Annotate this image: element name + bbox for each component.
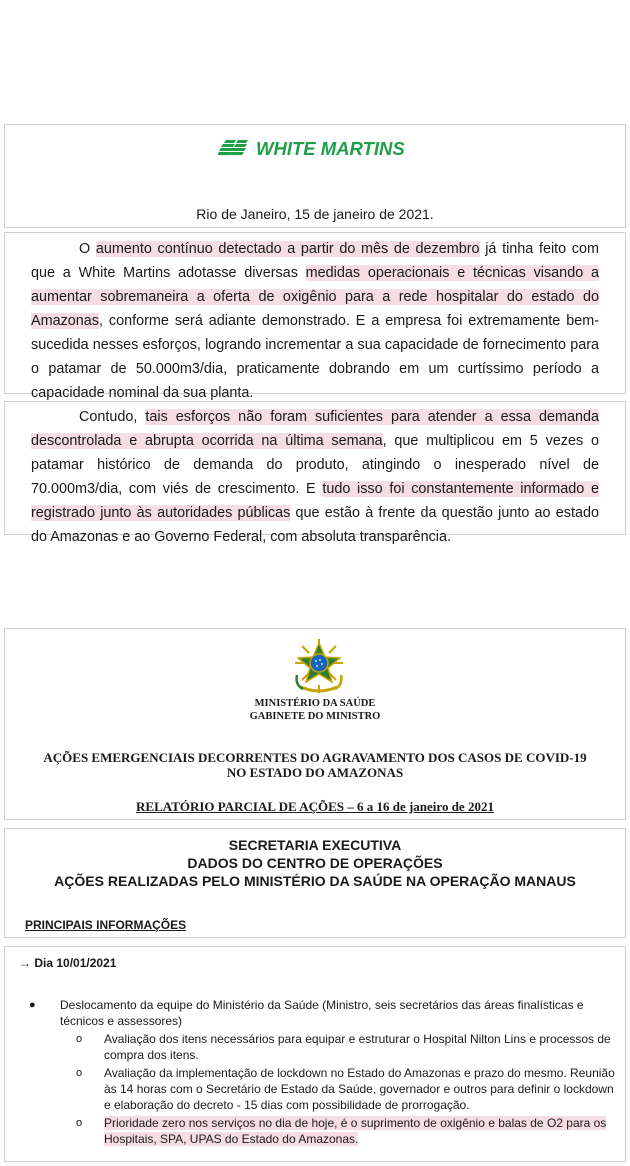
list-item-text: Deslocamento da equipe do Ministério da Saúde (Ministro, seis secretários das áreas finalísticas e técnicos e assessores) (60, 998, 584, 1028)
day-heading: → Dia 10/01/2021 (19, 956, 117, 970)
text-segment: já tinha feito com que a White Martins adotasse diversas (31, 241, 599, 281)
white-martins-logo (218, 134, 448, 160)
sub-list (75, 1031, 620, 1149)
sub-bullet-icon: o (76, 1067, 83, 1079)
highlighted-text: tudo isso foi constantemente informado e registrado junto às autoridades públicas (31, 481, 599, 521)
text-segment: , que multiplicou em 5 vezes o patamar histórico de demanda do produto, atingindo o inesperado nível de 70.000m3/dia, com viés de crescimento. E (31, 433, 599, 497)
letter-date: Rio de Janeiro, 15 de janeiro de 2021. (196, 206, 434, 222)
text-segment: que estão à frente da questão junto ao estado do Amazonas e ao Governo Federal, com absoluta transparência. (31, 505, 599, 545)
text-segment: , conforme será adiante demonstrado. E a empresa foi extremamente bem-sucedida nesses esforços, logrando incrementar a sua capacidade de fornecimento para o patamar de 50.000m3/dia, praticamente dobrando em um curtíssimo período a capacidade nominal da sua planta. (31, 313, 599, 401)
sub-list-item (75, 1031, 620, 1063)
sub-list-item (75, 1115, 620, 1147)
cabinet-name: GABINETE DO MINISTRO (249, 711, 381, 722)
sub-bullet-icon: o (76, 1117, 83, 1129)
bullet-icon: ● (29, 999, 36, 1011)
paragraph-2-text (31, 405, 599, 549)
paragraph-1-text (31, 237, 599, 405)
text-segment: Contudo, (79, 409, 146, 425)
operation-manaus-title: AÇÕES REALIZADAS PELO MINISTÉRIO DA SAÚDE NA OPERAÇÃO MANAUS (54, 873, 576, 889)
highlighted-text: Prioridade zero nos serviços no dia de hoje, é o suprimento de oxigênio e balas de O2 para os Hospitais, SPA, UPAS do Estado do Amazonas. (104, 1116, 607, 1146)
ministry-name: MINISTÉRIO DA SAÚDE (254, 698, 376, 709)
highlighted-text: tais esforços não foram suficientes para atender a essa demanda descontrolada e abrupta ocorrida na última semana (31, 409, 599, 449)
day-report-card (4, 946, 626, 1162)
highlighted-text: aumento contínuo detectado a partir do mês de dezembro (95, 241, 480, 257)
secretaria-card (4, 828, 626, 938)
brazil-coat-of-arms-icon (289, 637, 349, 697)
ministry-header-card (4, 628, 626, 820)
text-segment: O (79, 241, 96, 257)
sub-list-item-text: Avaliação da implementação de lockdown no Estado do Amazonas e prazo do mesmo. Reunião às 14 horas com o Secretário de Estado da Saúde, governador e outros para definir o lockdown e elaboração do decreto - 15 dias com possibilidade de prorrogação. (104, 1066, 615, 1112)
report-subtitle: RELATÓRIO PARCIAL DE AÇÕES – 6 a 16 de janeiro de 2021 (136, 799, 494, 814)
letter-paragraph-1 (4, 232, 626, 401)
svg-text:WHITE MARTINS: WHITE MARTINS (256, 138, 405, 159)
sub-list-item (75, 1065, 620, 1113)
secretaria-title: SECRETARIA EXECUTIVA (228, 837, 402, 853)
highlighted-text: medidas operacionais e técnicas visando a aumentar sobremaneira a oferta de oxigênio para a rede hospitalar do estado do Amazonas (31, 265, 599, 329)
principais-informacoes-heading: PRINCIPAIS INFORMAÇÕES (25, 918, 187, 932)
letterhead-card (4, 124, 626, 228)
operations-center-title: DADOS DO CENTRO DE OPERAÇÕES (187, 855, 443, 871)
sub-list-item-text: Avaliação dos itens necessários para equipar e estruturar o Hospital Nilton Lins e processos de compra dos itens. (104, 1032, 611, 1062)
sub-bullet-icon: o (76, 1033, 83, 1045)
letter-paragraph-2 (4, 401, 626, 545)
list-item (29, 997, 621, 1029)
report-heading: AÇÕES EMERGENCIAIS DECORRENTES DO AGRAVAMENTO DOS CASOS DE COVID-19 NO ESTADO DO AMAZONAS (43, 750, 587, 780)
